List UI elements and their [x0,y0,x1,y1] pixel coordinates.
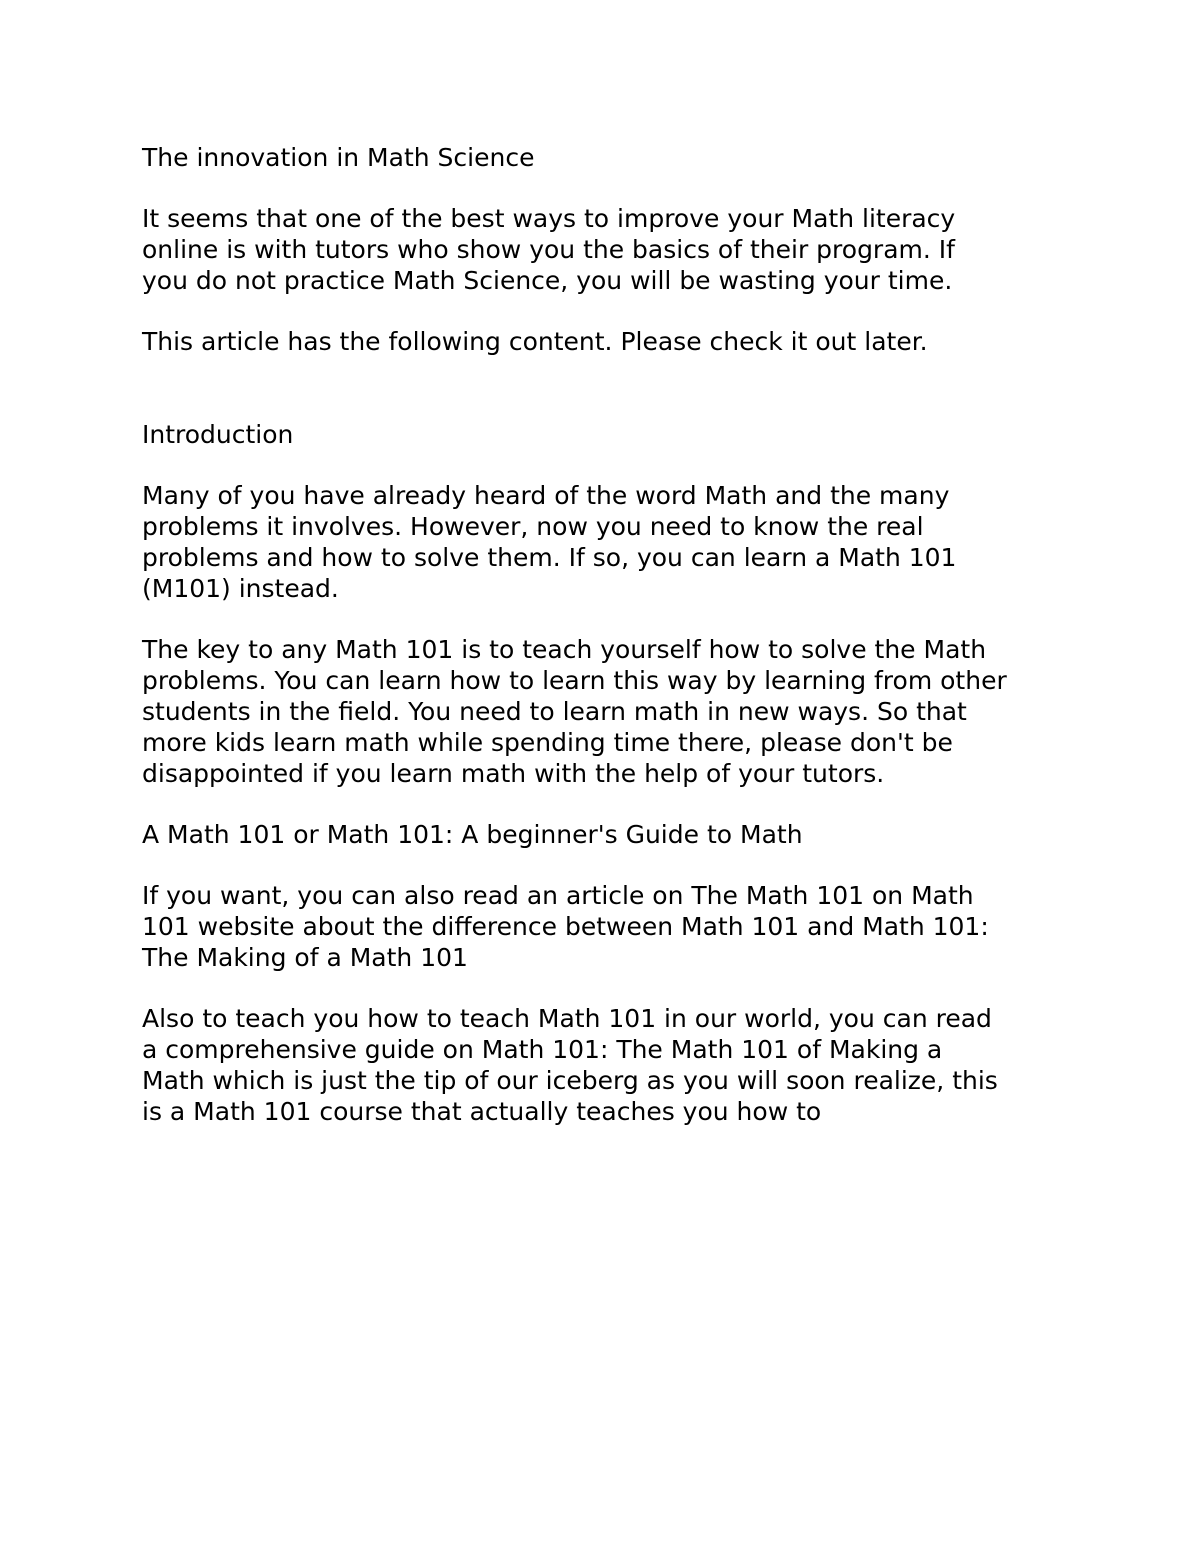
spacer [142,357,1072,419]
paragraph-line: a comprehensive guide on Math 101: The Math 101 of Making a [142,1035,943,1064]
paragraph-3 [142,880,1072,973]
paragraph-1 [142,480,1072,604]
subheading [142,819,1072,850]
spacer [142,604,1072,634]
spacer [142,296,1072,326]
paragraph-line: students in the field. You need to learn math in new ways. So that [142,697,967,726]
document-body [142,142,1072,1127]
spacer [142,450,1072,480]
section-heading-line: Introduction [142,420,294,449]
title-line: The innovation in Math Science [142,143,535,172]
intro-line: It seems that one of the best ways to improve your Math literacy [142,204,956,233]
paragraph-line: problems. You can learn how to learn this way by learning from other [142,666,1007,695]
spacer [142,850,1072,880]
section-heading [142,419,1072,450]
paragraph-line: disappointed if you learn math with the help of your tutors. [142,759,885,788]
intro-paragraph [142,203,1072,296]
paragraph-line: Also to teach you how to teach Math 101 in our world, you can read [142,1004,992,1033]
paragraph-line: Math which is just the tip of our iceberg as you will soon realize, this [142,1066,998,1095]
intro-line: online is with tutors who show you the basics of their program. If [142,235,955,264]
paragraph-line: problems it involves. However, now you need to know the real [142,512,924,541]
spacer [142,973,1072,1003]
paragraph-line: Many of you have already heard of the word Math and the many [142,481,950,510]
paragraph-line: 101 website about the difference between Math 101 and Math 101: [142,912,989,941]
spacer [142,789,1072,819]
note-paragraph [142,326,1072,357]
paragraph-line: (M101) instead. [142,574,339,603]
paragraph-line: more kids learn math while spending time there, please don't be [142,728,953,757]
paragraph-line: If you want, you can also read an article on The Math 101 on Math [142,881,974,910]
paragraph-line: problems and how to solve them. If so, you can learn a Math 101 [142,543,957,572]
intro-line: you do not practice Math Science, you will be wasting your time. [142,266,953,295]
paragraph-line: is a Math 101 course that actually teaches you how to [142,1097,822,1126]
paragraph-line: The Making of a Math 101 [142,943,468,972]
note-line: This article has the following content. Please check it out later. [142,327,928,356]
paragraph-4 [142,1003,1072,1127]
document-title [142,142,1072,173]
paragraph-2 [142,634,1072,789]
spacer [142,173,1072,203]
paragraph-line: The key to any Math 101 is to teach yourself how to solve the Math [142,635,987,664]
subheading-line: A Math 101 or Math 101: A beginner's Guide to Math [142,820,803,849]
